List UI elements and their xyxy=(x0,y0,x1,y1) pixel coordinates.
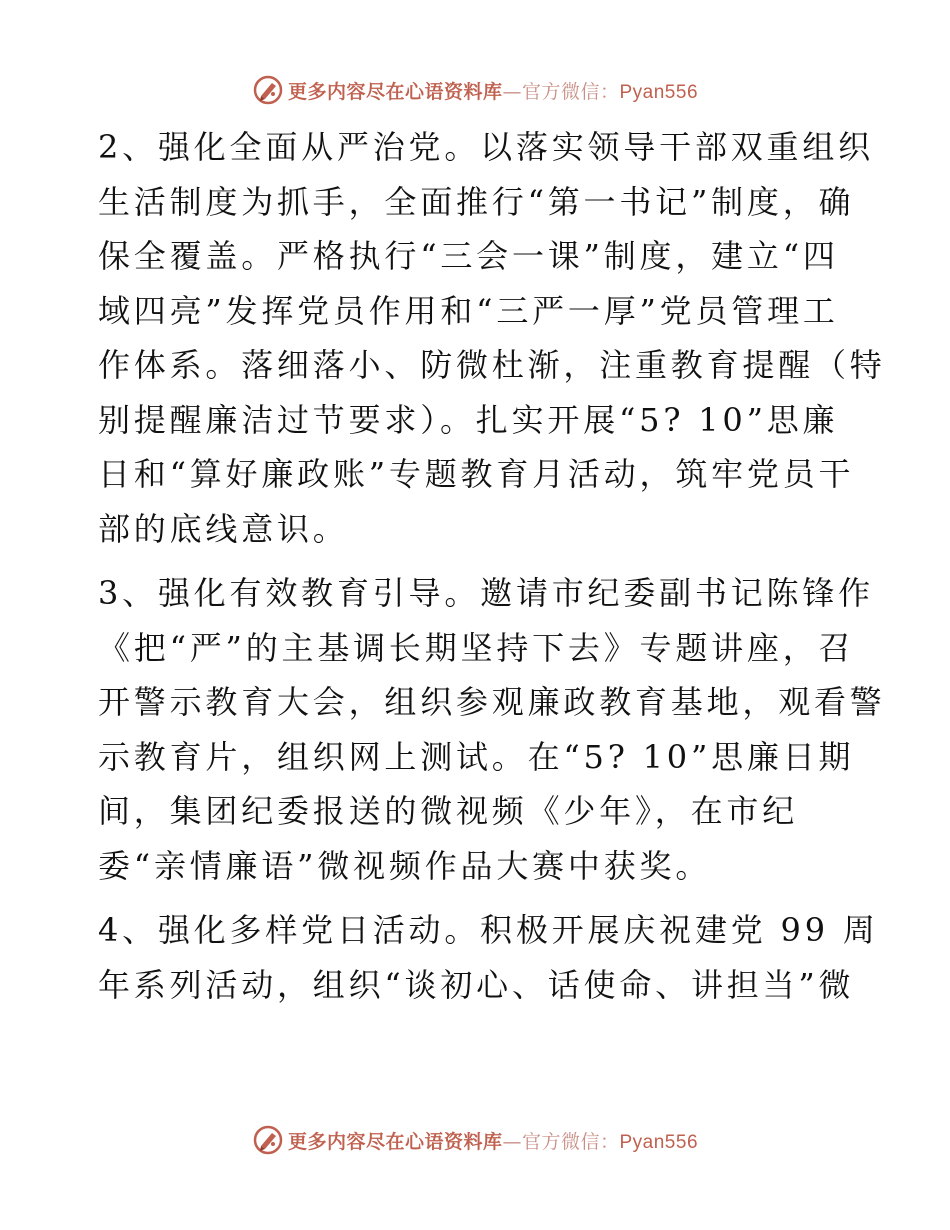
text-line: 日和“算好廉政账”专题教育月活动，筑牢党员干 xyxy=(98,455,855,493)
watermark-dash: — xyxy=(502,1130,522,1153)
header-watermark xyxy=(252,74,698,106)
text-line: 2、强化全面从严治党。以落实领导干部双重组织 xyxy=(98,128,874,166)
paragraph-4 xyxy=(98,903,879,1012)
text-line: 4、强化多样党日活动。积极开展庆祝建党 99 周 xyxy=(98,911,879,949)
text-line: 年系列活动，组织“谈初心、话使命、讲担当”微 xyxy=(98,965,855,1004)
text-line: 示教育片，组织网上测试。在“5? 10”思廉日期 xyxy=(98,737,855,776)
watermark-wechat-label: 官方微信： xyxy=(521,80,620,103)
pen-logo-icon xyxy=(252,74,284,106)
watermark-wechat-id: Pyan556 xyxy=(619,1131,699,1153)
text-line: 部的底线意识。 xyxy=(98,509,349,548)
paragraph-3 xyxy=(98,566,886,893)
text-line: 域四亮”发挥党员作用和“三严一厚”党员管理工 xyxy=(98,291,839,330)
paragraph-2 xyxy=(98,120,886,556)
watermark-wechat-id: Pyan556 xyxy=(619,81,699,103)
text-line: 间，集团纪委报送的微视频《少年》，在市纪 xyxy=(98,792,799,830)
pen-logo-icon xyxy=(252,1124,284,1156)
text-line: 开警示教育大会，组织参观廉政教育基地，观看警 xyxy=(98,683,886,721)
footer-watermark xyxy=(252,1124,698,1156)
text-line: 别提醒廉洁过节要求）。扎实开展“5? 10”思廉 xyxy=(98,400,839,439)
text-line: 生活制度为抓手，全面推行“第一书记”制度，确 xyxy=(98,182,855,221)
watermark-brand-text: 更多内容尽在心语资料库 xyxy=(287,80,503,103)
watermark-brand-text: 更多内容尽在心语资料库 xyxy=(287,1130,503,1153)
text-line: 3、强化有效教育引导。邀请市纪委副书记陈锋作 xyxy=(98,574,874,612)
text-line: 作体系。落细落小、防微杜渐，注重教育提醒（特 xyxy=(98,346,886,384)
header-watermark-banner xyxy=(0,70,950,110)
footer-watermark-banner xyxy=(0,1120,950,1160)
document-body xyxy=(98,120,886,1012)
watermark-dash: — xyxy=(502,80,522,103)
text-line: 委“亲情廉语”微视频作品大赛中获奖。 xyxy=(98,846,712,885)
watermark-wechat-label: 官方微信： xyxy=(521,1130,620,1153)
text-line: 《把“严”的主基调长期坚持下去》专题讲座，召 xyxy=(98,628,855,667)
text-line: 保全覆盖。严格执行“三会一课”制度，建立“四 xyxy=(98,237,839,275)
